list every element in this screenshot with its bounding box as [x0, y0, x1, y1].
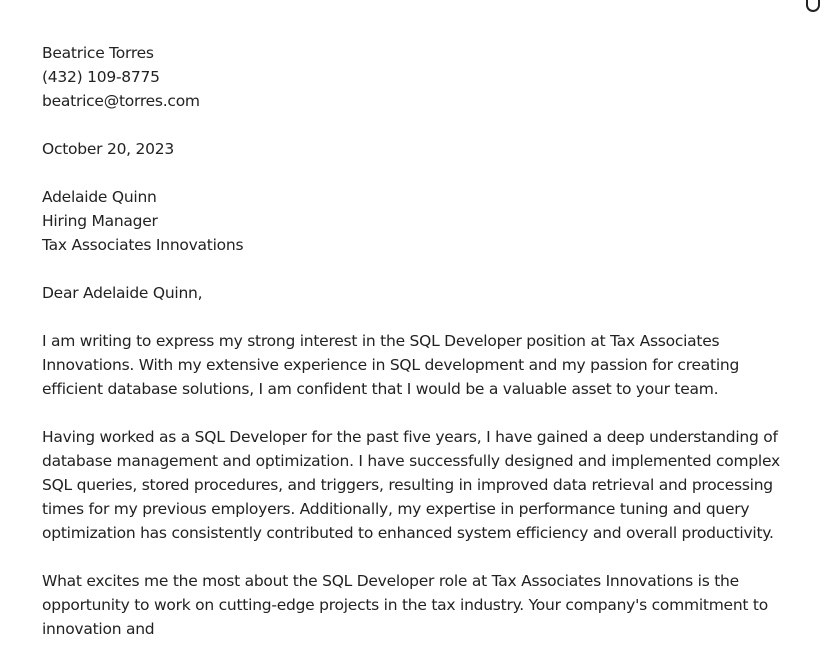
recipient-title: Hiring Manager [42, 212, 158, 230]
body-paragraph-1: I am writing to express my strong interest in the SQL Developer position at Tax Associates Innovations. With my extensive experience in SQL development and my passion for creating efficient database solutions, I am confident that I would be a valuable asset to your team. [42, 332, 740, 398]
recipient-block [42, 185, 794, 257]
body-paragraph-3: What excites me the most about the SQL Developer role at Tax Associates Innovations is the opportunity to work on cutting-edge projects in the tax industry. Your company's commitment to innovation and [42, 572, 768, 638]
letter-date: October 20, 2023 [42, 140, 174, 158]
recipient-name: Adelaide Quinn [42, 188, 157, 206]
recipient-company: Tax Associates Innovations [42, 236, 244, 254]
sender-email: beatrice@torres.com [42, 92, 200, 110]
body-paragraph-2: Having worked as a SQL Developer for the past five years, I have gained a deep understanding of database management and optimization. I have successfully designed and implemented complex SQL queries, stored procedures, and triggers, resulting in improved data retrieval and processing times for my previous employers. Additionally, my expertise in performance tuning and query optimization has consistently contributed to enhanced system efficiency and overall productivity. [42, 428, 780, 542]
salutation: Dear Adelaide Quinn, [42, 284, 203, 302]
sender-name: Beatrice Torres [42, 44, 154, 62]
cover-letter [42, 41, 794, 665]
corner-decoration-icon [806, 0, 820, 12]
sender-phone: (432) 109-8775 [42, 68, 160, 86]
sender-block [42, 41, 794, 113]
